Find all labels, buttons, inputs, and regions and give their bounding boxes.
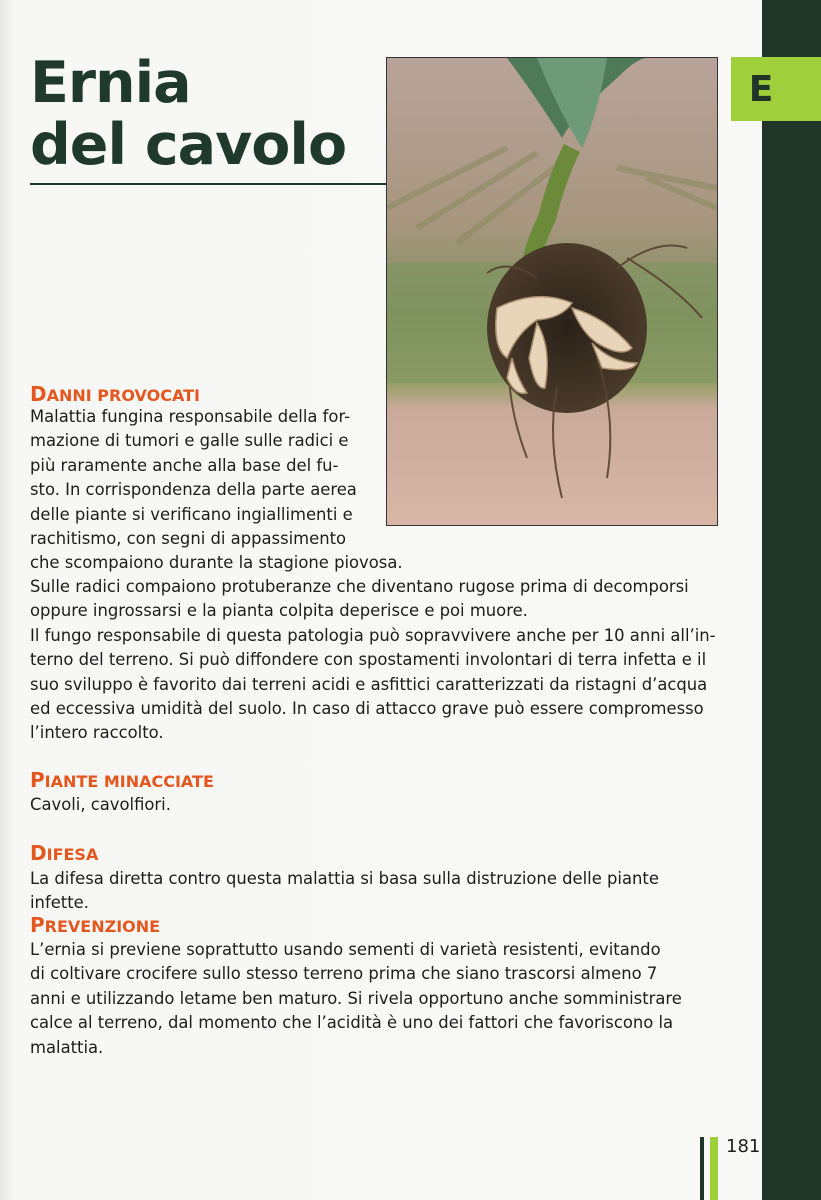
heading-prevenzione-cap: P bbox=[30, 913, 45, 937]
page-spine-band bbox=[762, 0, 821, 1200]
danni-line: rachitismo, con segni di appassimento bbox=[30, 529, 347, 549]
danni-wide-line: terno del terreno. Si può diffondere con spostamenti involontari di terra infetta e il bbox=[30, 650, 707, 670]
heading-difesa-rest: IFESA bbox=[46, 845, 99, 864]
prevenzione-line: anni e utilizzando letame ben maturo. Si rivela opportuno anche somministrare bbox=[30, 988, 682, 1008]
letter-tab-label: E bbox=[748, 68, 774, 110]
page-number: 181 bbox=[726, 1136, 761, 1157]
heading-prevenzione-rest: REVENZIONE bbox=[44, 917, 161, 936]
heading-difesa-cap: D bbox=[30, 841, 47, 865]
prevenzione-line: malattia. bbox=[30, 1037, 104, 1057]
photo-illustration bbox=[387, 58, 717, 525]
title-underline bbox=[30, 183, 386, 185]
heading-difesa bbox=[30, 841, 98, 867]
danni-wide-paragraph bbox=[30, 575, 720, 746]
danni-narrow-paragraph bbox=[30, 405, 403, 576]
heading-prevenzione bbox=[30, 913, 160, 939]
letter-tab bbox=[731, 57, 821, 121]
danni-wide-line: ed eccessiva umidità del suolo. In caso di attacco grave può essere compromesso bbox=[30, 699, 704, 719]
heading-piante-rest: IANTE MINACCIATE bbox=[44, 772, 214, 791]
danni-line: sto. In corrispondenza della parte aerea bbox=[30, 480, 357, 500]
difesa-text: La difesa diretta contro questa malattia si basa sulla distruzione delle piante infette. bbox=[30, 869, 659, 913]
prevenzione-line: calce al terreno, dal momento che l’acidità è uno dei fattori che favoriscono la bbox=[30, 1013, 674, 1033]
danni-wide-line: suo sviluppo è favorito dai terreni acidi e asfittici caratterizzati da ristagni d’acqua bbox=[30, 674, 708, 694]
page-title bbox=[30, 52, 390, 176]
prevenzione-line: di coltivare crocifere sullo stesso terreno prima che siano trascorsi almeno 7 bbox=[30, 964, 658, 984]
title-line-1: Ernia bbox=[30, 50, 191, 116]
title-line-2: del cavolo bbox=[30, 112, 347, 178]
prevenzione-paragraph bbox=[30, 938, 720, 1060]
page-number-bar-green bbox=[710, 1137, 718, 1200]
clubroot-root-photo bbox=[386, 57, 718, 526]
heading-danni-rest: ANNI PROVOCATI bbox=[46, 386, 200, 405]
prevenzione-line: L’ernia si previene soprattutto usando sementi di varietà resistenti, evitando bbox=[30, 940, 661, 959]
danni-line: Malattia fungina responsabile della for- bbox=[30, 407, 351, 426]
danni-line: più raramente anche alla base del fu- bbox=[30, 455, 339, 475]
heading-danni-cap: D bbox=[30, 382, 47, 406]
heading-piante-minacciate bbox=[30, 768, 214, 794]
danni-wide-line: Sulle radici compaiono protuberanze che diventano rugose prima di decomporsi bbox=[30, 577, 689, 596]
danni-line: che scompaiono durante la stagione piovosa. bbox=[30, 553, 403, 573]
page-number-bar-dark bbox=[700, 1137, 704, 1200]
danni-wide-line: Il fungo responsabile di questa patologia può sopravvivere anche per 10 anni all’in- bbox=[30, 625, 716, 645]
heading-piante-cap: P bbox=[30, 768, 45, 792]
danni-line: delle piante si verificano ingiallimenti e bbox=[30, 504, 353, 524]
danni-wide-line: oppure ingrossarsi e la pianta colpita deperisce e poi muore. bbox=[30, 601, 528, 621]
danni-line: mazione di tumori e galle sulle radici e bbox=[30, 431, 349, 451]
piante-text: Cavoli, cavolfiori. bbox=[30, 795, 171, 814]
danni-wide-line: l’intero raccolto. bbox=[30, 723, 164, 743]
